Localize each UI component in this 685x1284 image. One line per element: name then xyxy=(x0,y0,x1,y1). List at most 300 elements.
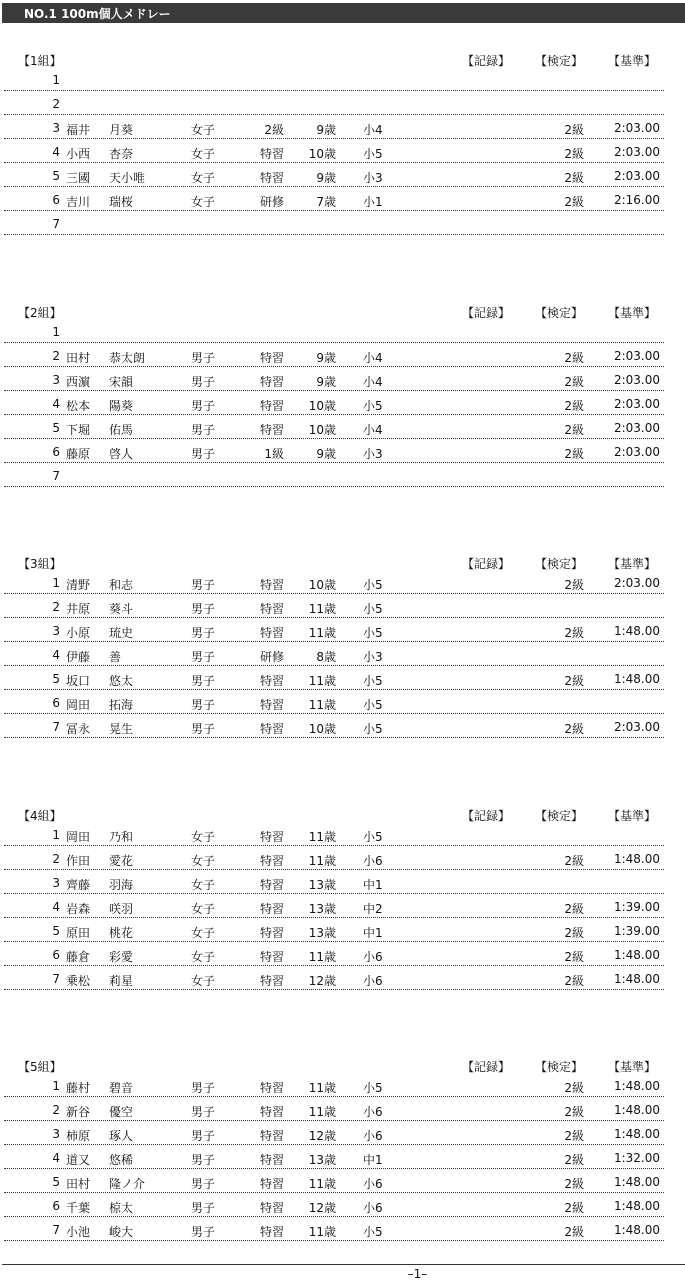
class: 特習 xyxy=(259,878,284,892)
lane-number: 7 xyxy=(52,1223,60,1237)
sex: 女子 xyxy=(191,171,216,185)
given-name: 啓人 xyxy=(109,447,134,461)
given-name: 琢人 xyxy=(109,1129,134,1143)
age: 11歳 xyxy=(308,626,336,640)
lane-number: 6 xyxy=(52,445,60,459)
given-name: 宋韻 xyxy=(109,375,134,389)
sex: 男子 xyxy=(191,1177,216,1191)
given-name: 峻大 xyxy=(109,1225,134,1239)
surname: 道又 xyxy=(66,1153,91,1167)
age: 11歳 xyxy=(308,602,336,616)
lane-number: 4 xyxy=(52,145,60,159)
class: 1級 xyxy=(264,447,284,461)
age: 10歳 xyxy=(308,423,336,437)
sex: 男子 xyxy=(191,399,216,413)
age: 8歳 xyxy=(316,650,336,664)
check-grade: 2級 xyxy=(564,674,584,688)
table-row xyxy=(4,593,664,618)
surname: 坂口 xyxy=(66,674,91,688)
school-grade: 小6 xyxy=(363,950,383,964)
check-grade: 2級 xyxy=(564,974,584,988)
school-grade: 小6 xyxy=(363,1129,383,1143)
age: 7歳 xyxy=(316,195,336,209)
given-name: 悠太 xyxy=(109,674,134,688)
sex: 男子 xyxy=(191,650,216,664)
check-grade: 2級 xyxy=(564,1153,584,1167)
table-row xyxy=(4,821,664,846)
school-grade: 小3 xyxy=(363,447,383,461)
class: 特習 xyxy=(259,1177,284,1191)
lane-number: 7 xyxy=(52,469,60,483)
standard-time: 1:39.00 xyxy=(613,924,660,938)
table-row xyxy=(4,569,664,594)
class: 特習 xyxy=(259,147,284,161)
given-name: 優空 xyxy=(109,1105,134,1119)
lane-number: 6 xyxy=(52,1199,60,1213)
lane-number: 3 xyxy=(52,373,60,387)
school-grade: 小5 xyxy=(363,1225,383,1239)
school-grade: 小5 xyxy=(363,626,383,640)
age: 11歳 xyxy=(308,674,336,688)
given-name: 隆ノ介 xyxy=(109,1177,146,1191)
table-row xyxy=(4,114,664,139)
standard-header: 【基準】 xyxy=(608,809,657,823)
check-grade: 2級 xyxy=(564,1201,584,1215)
school-grade: 小1 xyxy=(363,195,383,209)
given-name: 椋太 xyxy=(109,1201,134,1215)
age: 11歳 xyxy=(308,1105,336,1119)
lane-number: 1 xyxy=(52,1079,60,1093)
page-title: NO.1 100m個人メドレー xyxy=(24,7,171,21)
surname: 田村 xyxy=(66,1177,91,1191)
school-grade: 小5 xyxy=(363,830,383,844)
sex: 男子 xyxy=(191,423,216,437)
class: 特習 xyxy=(259,1201,284,1215)
group-label: 【4組】 xyxy=(18,809,62,823)
age: 12歳 xyxy=(308,974,336,988)
table-row xyxy=(4,342,664,367)
given-name: 咲羽 xyxy=(109,902,134,916)
class: 特習 xyxy=(259,626,284,640)
surname: 乗松 xyxy=(66,974,91,988)
lane-number: 3 xyxy=(52,876,60,890)
class: 特習 xyxy=(259,830,284,844)
standard-time: 2:03.00 xyxy=(613,169,660,183)
check-grade: 2級 xyxy=(564,123,584,137)
group-label: 【5組】 xyxy=(18,1060,62,1074)
lane-number: 3 xyxy=(52,121,60,135)
group-label: 【1組】 xyxy=(18,54,62,68)
table-row xyxy=(4,869,664,894)
table-row xyxy=(4,845,664,870)
given-name: 天小唯 xyxy=(109,171,146,185)
school-grade: 中1 xyxy=(363,1153,383,1167)
school-grade: 小5 xyxy=(363,674,383,688)
standard-time: 2:03.00 xyxy=(613,445,660,459)
surname: 清野 xyxy=(66,578,91,592)
class: 特習 xyxy=(259,974,284,988)
age: 13歳 xyxy=(308,926,336,940)
school-grade: 小6 xyxy=(363,974,383,988)
age: 11歳 xyxy=(308,1225,336,1239)
standard-time: 1:39.00 xyxy=(613,900,660,914)
class: 特習 xyxy=(259,1081,284,1095)
class: 特習 xyxy=(259,1153,284,1167)
age: 11歳 xyxy=(308,830,336,844)
surname: 井原 xyxy=(66,602,91,616)
sex: 女子 xyxy=(191,195,216,209)
standard-time: 1:48.00 xyxy=(613,852,660,866)
table-row xyxy=(4,210,664,235)
sex: 男子 xyxy=(191,1153,216,1167)
table-row xyxy=(4,438,664,463)
check-header: 【検定】 xyxy=(535,809,584,823)
given-name: 桃花 xyxy=(109,926,134,940)
record-header: 【記録】 xyxy=(462,557,511,571)
sex: 男子 xyxy=(191,1225,216,1239)
surname: 小西 xyxy=(66,147,91,161)
record-header: 【記録】 xyxy=(462,306,511,320)
page-number: –1– xyxy=(407,1267,428,1281)
lane-number: 4 xyxy=(52,648,60,662)
table-row xyxy=(4,186,664,211)
surname: 福井 xyxy=(66,123,91,137)
sex: 男子 xyxy=(191,722,216,736)
check-grade: 2級 xyxy=(564,854,584,868)
sex: 男子 xyxy=(191,375,216,389)
given-name: 悠稀 xyxy=(109,1153,134,1167)
sex: 女子 xyxy=(191,830,216,844)
class: 特習 xyxy=(259,375,284,389)
school-grade: 小3 xyxy=(363,650,383,664)
class: 特習 xyxy=(259,1105,284,1119)
group-label: 【2組】 xyxy=(18,306,62,320)
class: 特習 xyxy=(259,351,284,365)
school-grade: 小5 xyxy=(363,1081,383,1095)
surname: 藤村 xyxy=(66,1081,91,1095)
lane-number: 1 xyxy=(52,828,60,842)
standard-time: 1:48.00 xyxy=(613,972,660,986)
school-grade: 小5 xyxy=(363,578,383,592)
given-name: 拓海 xyxy=(109,698,134,712)
standard-header: 【基準】 xyxy=(608,1060,657,1074)
sex: 男子 xyxy=(191,1081,216,1095)
surname: 田村 xyxy=(66,351,91,365)
sex: 男子 xyxy=(191,447,216,461)
school-grade: 小4 xyxy=(363,423,383,437)
age: 9歳 xyxy=(316,447,336,461)
check-grade: 2級 xyxy=(564,423,584,437)
surname: 齊藤 xyxy=(66,878,91,892)
sex: 男子 xyxy=(191,698,216,712)
standard-time: 2:16.00 xyxy=(613,193,660,207)
sex: 男子 xyxy=(191,351,216,365)
school-grade: 小5 xyxy=(363,399,383,413)
given-name: 莉星 xyxy=(109,974,134,988)
class: 特習 xyxy=(259,674,284,688)
check-grade: 2級 xyxy=(564,171,584,185)
class: 特習 xyxy=(259,902,284,916)
class: 特習 xyxy=(259,926,284,940)
standard-time: 2:03.00 xyxy=(613,720,660,734)
sex: 女子 xyxy=(191,974,216,988)
class: 特習 xyxy=(259,602,284,616)
group-label: 【3組】 xyxy=(18,557,62,571)
age: 11歳 xyxy=(308,854,336,868)
lane-number: 6 xyxy=(52,948,60,962)
age: 13歳 xyxy=(308,1153,336,1167)
table-row xyxy=(4,162,664,187)
sex: 男子 xyxy=(191,602,216,616)
lane-number: 1 xyxy=(52,73,60,87)
given-name: 彩愛 xyxy=(109,950,134,964)
age: 10歳 xyxy=(308,399,336,413)
lane-number: 2 xyxy=(52,1103,60,1117)
surname: 藤原 xyxy=(66,447,91,461)
table-row xyxy=(4,917,664,942)
standard-time: 1:48.00 xyxy=(613,948,660,962)
class: 特習 xyxy=(259,854,284,868)
table-row xyxy=(4,1096,664,1121)
table-row xyxy=(4,414,664,439)
sex: 女子 xyxy=(191,926,216,940)
sex: 女子 xyxy=(191,950,216,964)
given-name: 月葵 xyxy=(109,123,134,137)
sex: 男子 xyxy=(191,626,216,640)
check-grade: 2級 xyxy=(564,447,584,461)
footer-divider xyxy=(2,1264,685,1265)
age: 11歳 xyxy=(308,698,336,712)
class: 特習 xyxy=(259,698,284,712)
surname: 岡田 xyxy=(66,830,91,844)
sex: 女子 xyxy=(191,878,216,892)
lane-number: 4 xyxy=(52,900,60,914)
age: 13歳 xyxy=(308,878,336,892)
check-grade: 2級 xyxy=(564,950,584,964)
standard-time: 1:48.00 xyxy=(613,1127,660,1141)
check-grade: 2級 xyxy=(564,926,584,940)
class: 特習 xyxy=(259,950,284,964)
lane-number: 2 xyxy=(52,97,60,111)
table-row xyxy=(4,66,664,91)
surname: 三國 xyxy=(66,171,91,185)
lane-number: 5 xyxy=(52,421,60,435)
age: 9歳 xyxy=(316,375,336,389)
table-row xyxy=(4,390,664,415)
given-name: 琉史 xyxy=(109,626,134,640)
lane-number: 5 xyxy=(52,1175,60,1189)
school-grade: 中1 xyxy=(363,926,383,940)
surname: 松本 xyxy=(66,399,91,413)
standard-time: 1:48.00 xyxy=(613,1175,660,1189)
standard-header: 【基準】 xyxy=(608,557,657,571)
class: 研修 xyxy=(259,195,284,209)
standard-time: 2:03.00 xyxy=(613,397,660,411)
table-row xyxy=(4,366,664,391)
check-header: 【検定】 xyxy=(535,54,584,68)
sex: 男子 xyxy=(191,674,216,688)
lane-number: 2 xyxy=(52,600,60,614)
table-row xyxy=(4,941,664,966)
table-row xyxy=(4,318,664,343)
lane-number: 2 xyxy=(52,349,60,363)
school-grade: 小4 xyxy=(363,123,383,137)
given-name: 恭太朗 xyxy=(109,351,146,365)
lane-number: 3 xyxy=(52,1127,60,1141)
given-name: 羽海 xyxy=(109,878,134,892)
lane-number: 5 xyxy=(52,169,60,183)
surname: 原田 xyxy=(66,926,91,940)
standard-header: 【基準】 xyxy=(608,54,657,68)
given-name: 瑞桜 xyxy=(109,195,134,209)
check-grade: 2級 xyxy=(564,147,584,161)
check-grade: 2級 xyxy=(564,399,584,413)
class: 特習 xyxy=(259,399,284,413)
surname: 西濵 xyxy=(66,375,91,389)
table-row xyxy=(4,617,664,642)
school-grade: 小6 xyxy=(363,1105,383,1119)
class: 2級 xyxy=(264,123,284,137)
lane-number: 7 xyxy=(52,217,60,231)
check-grade: 2級 xyxy=(564,1081,584,1095)
table-row xyxy=(4,641,664,666)
standard-time: 2:03.00 xyxy=(613,349,660,363)
standard-time: 1:48.00 xyxy=(613,624,660,638)
lane-number: 6 xyxy=(52,696,60,710)
school-grade: 小5 xyxy=(363,147,383,161)
age: 10歳 xyxy=(308,578,336,592)
surname: 柿原 xyxy=(66,1129,91,1143)
surname: 作田 xyxy=(66,854,91,868)
table-row xyxy=(4,1216,664,1241)
class: 特習 xyxy=(259,1225,284,1239)
class: 特習 xyxy=(259,722,284,736)
check-grade: 2級 xyxy=(564,1225,584,1239)
table-row xyxy=(4,689,664,714)
record-header: 【記録】 xyxy=(462,809,511,823)
check-grade: 2級 xyxy=(564,626,584,640)
given-name: 佑馬 xyxy=(109,423,134,437)
school-grade: 小5 xyxy=(363,722,383,736)
sex: 男子 xyxy=(191,578,216,592)
record-header: 【記録】 xyxy=(462,1060,511,1074)
age: 9歳 xyxy=(316,123,336,137)
table-row xyxy=(4,90,664,115)
sex: 男子 xyxy=(191,1129,216,1143)
given-name: 善 xyxy=(109,650,122,664)
lane-number: 1 xyxy=(52,576,60,590)
lane-number: 5 xyxy=(52,924,60,938)
standard-time: 1:48.00 xyxy=(613,672,660,686)
lane-number: 6 xyxy=(52,193,60,207)
check-grade: 2級 xyxy=(564,351,584,365)
surname: 岡田 xyxy=(66,698,91,712)
check-grade: 2級 xyxy=(564,1105,584,1119)
lane-number: 4 xyxy=(52,397,60,411)
school-grade: 中1 xyxy=(363,878,383,892)
class: 特習 xyxy=(259,171,284,185)
standard-time: 2:03.00 xyxy=(613,373,660,387)
surname: 藤倉 xyxy=(66,950,91,964)
table-row xyxy=(4,1120,664,1145)
given-name: 和志 xyxy=(109,578,134,592)
age: 11歳 xyxy=(308,950,336,964)
check-grade: 2級 xyxy=(564,902,584,916)
age: 12歳 xyxy=(308,1129,336,1143)
age: 12歳 xyxy=(308,1201,336,1215)
age: 10歳 xyxy=(308,722,336,736)
sex: 男子 xyxy=(191,1201,216,1215)
title-bar xyxy=(2,3,685,23)
table-row xyxy=(4,462,664,487)
standard-time: 1:48.00 xyxy=(613,1079,660,1093)
school-grade: 小6 xyxy=(363,1177,383,1191)
given-name: 杏奈 xyxy=(109,147,134,161)
lane-number: 7 xyxy=(52,720,60,734)
record-header: 【記録】 xyxy=(462,54,511,68)
surname: 伊藤 xyxy=(66,650,91,664)
given-name: 碧音 xyxy=(109,1081,134,1095)
age: 9歳 xyxy=(316,171,336,185)
surname: 新谷 xyxy=(66,1105,91,1119)
given-name: 愛花 xyxy=(109,854,134,868)
school-grade: 小3 xyxy=(363,171,383,185)
check-grade: 2級 xyxy=(564,195,584,209)
check-header: 【検定】 xyxy=(535,1060,584,1074)
school-grade: 小4 xyxy=(363,375,383,389)
sex: 女子 xyxy=(191,902,216,916)
standard-time: 2:03.00 xyxy=(613,576,660,590)
lane-number: 7 xyxy=(52,972,60,986)
age: 9歳 xyxy=(316,351,336,365)
lane-number: 5 xyxy=(52,672,60,686)
class: 研修 xyxy=(259,650,284,664)
age: 11歳 xyxy=(308,1177,336,1191)
given-name: 葵斗 xyxy=(109,602,134,616)
surname: 小池 xyxy=(66,1225,91,1239)
school-grade: 小6 xyxy=(363,1201,383,1215)
standard-time: 2:03.00 xyxy=(613,121,660,135)
school-grade: 小5 xyxy=(363,602,383,616)
check-header: 【検定】 xyxy=(535,557,584,571)
table-row xyxy=(4,713,664,738)
surname: 下堀 xyxy=(66,423,91,437)
table-row xyxy=(4,893,664,918)
surname: 吉川 xyxy=(66,195,91,209)
surname: 千葉 xyxy=(66,1201,91,1215)
standard-time: 2:03.00 xyxy=(613,145,660,159)
standard-header: 【基準】 xyxy=(608,306,657,320)
surname: 岩森 xyxy=(66,902,91,916)
surname: 小原 xyxy=(66,626,91,640)
table-row xyxy=(4,1192,664,1217)
standard-time: 2:03.00 xyxy=(613,421,660,435)
sex: 女子 xyxy=(191,147,216,161)
sex: 女子 xyxy=(191,123,216,137)
school-grade: 小6 xyxy=(363,854,383,868)
standard-time: 1:48.00 xyxy=(613,1103,660,1117)
class: 特習 xyxy=(259,423,284,437)
table-row xyxy=(4,1072,664,1097)
school-grade: 小5 xyxy=(363,698,383,712)
school-grade: 中2 xyxy=(363,902,383,916)
check-grade: 2級 xyxy=(564,375,584,389)
lane-number: 3 xyxy=(52,624,60,638)
check-grade: 2級 xyxy=(564,1177,584,1191)
school-grade: 小4 xyxy=(363,351,383,365)
table-row xyxy=(4,138,664,163)
table-row xyxy=(4,965,664,990)
